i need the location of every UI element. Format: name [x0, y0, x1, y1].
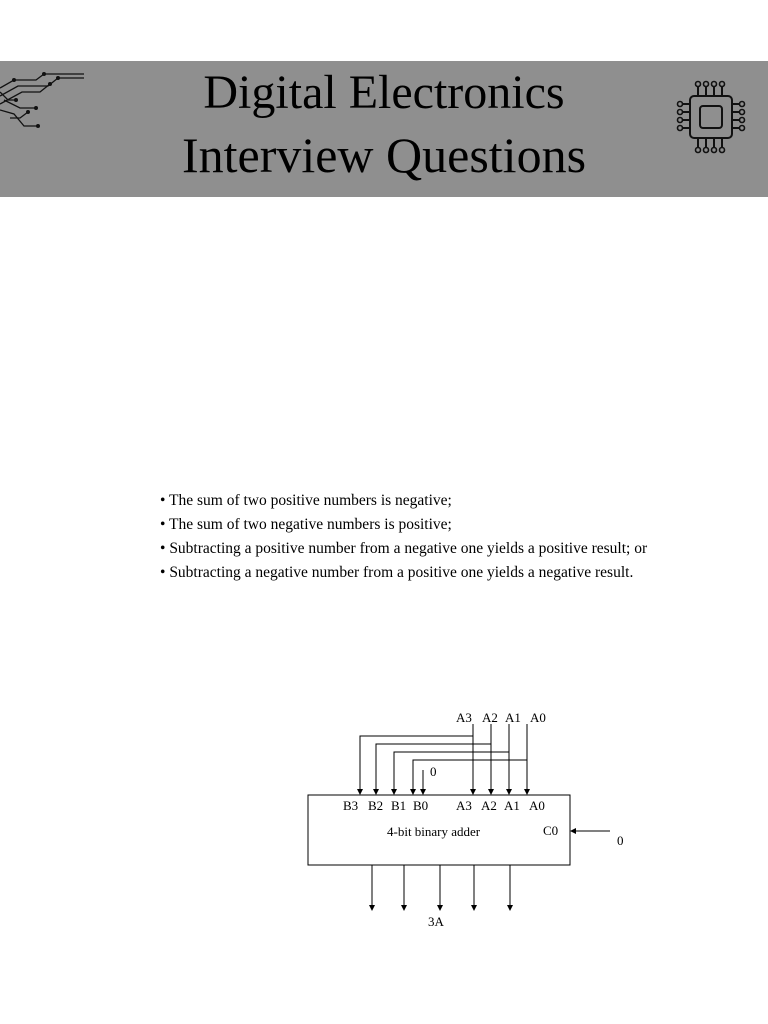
page-title-line-2: Interview Questions: [181, 127, 587, 183]
output-label: 3A: [428, 914, 444, 929]
input-a1-label: A1: [505, 710, 521, 725]
input-a0-label: A0: [530, 710, 546, 725]
input-a3-label: A3: [456, 710, 472, 725]
carry-pin-label: C0: [543, 823, 559, 838]
pin-b1-label: B1: [391, 798, 407, 813]
pin-a1-label: A1: [504, 798, 520, 813]
bullet-list: [160, 489, 760, 585]
pin-a0-label: A0: [529, 798, 545, 813]
bullet-item: • The sum of two negative numbers is positive;: [160, 513, 760, 537]
pin-b3-label: B3: [343, 798, 359, 813]
bullet-item: • Subtracting a positive number from a negative one yields a positive result; or: [160, 537, 760, 561]
circuit-traces-icon: [0, 70, 90, 132]
pin-a2-label: A2: [481, 798, 497, 813]
pin-b0-label: B0: [413, 798, 429, 813]
bullet-item: • Subtracting a negative number from a positive one yields a negative result.: [160, 561, 760, 585]
carry-input-label: 0: [617, 833, 624, 848]
block-label: 4-bit binary adder: [387, 824, 481, 839]
page-title-line-1: Digital Electronics: [203, 66, 565, 119]
binary-adder-diagram: [300, 700, 640, 940]
microchip-icon: [676, 80, 746, 154]
bullet-item: • The sum of two positive numbers is negative;: [160, 489, 760, 513]
pin-b2-label: B2: [368, 798, 384, 813]
input-a2-label: A2: [482, 710, 498, 725]
pin-a3-label: A3: [456, 798, 472, 813]
b0-zero-label: 0: [430, 764, 437, 779]
